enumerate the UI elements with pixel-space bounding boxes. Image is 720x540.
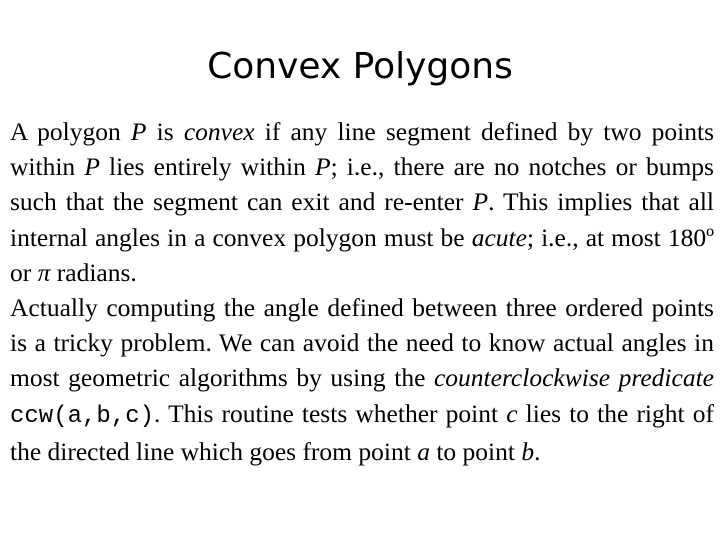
text-run: . [534,436,541,466]
text-run: ; i.e., there are no notches or bumps such that the segment can exit and re-enter [10,152,714,217]
text-run: . This implies that all internal angles in a convex polygon must be [10,187,714,252]
math-P: P [84,152,100,182]
math-pi: π [37,257,51,287]
text-run: ; i.e., at most 180º or [10,222,714,287]
code-ccw: ccw(a,b,c) [10,402,155,430]
text-run: lies to the right of the directed line which goes from point [10,398,714,466]
math-P: P [472,187,489,217]
text-run: . This routine tests whether point [154,398,507,428]
math-c: c [506,398,518,428]
term-acute: acute [471,222,527,252]
paragraph-convex-definition [10,114,714,290]
slide-title: Convex Polygons [207,46,513,87]
term-convex: convex [183,117,255,146]
text-run: Actually computing the angle defined between three ordered points is a tricky problem. We can avoid the need to know actual angles in most geometric algorithms by using the [10,293,714,393]
text-run: lies entirely within [99,152,315,182]
text-run: to point [429,436,522,466]
text-run: if any line segment defined by two points within [10,117,715,182]
math-b: b [521,436,535,466]
text-run: radians. [50,257,137,287]
text-run: A polygon [10,117,131,146]
math-a: a [417,436,430,466]
slide-body [10,114,714,469]
paragraph-ccw-predicate [10,290,714,469]
math-P: P [314,152,331,182]
text-run: is [146,117,184,146]
math-P: P [130,117,147,146]
term-counterclockwise-predicate: counterclockwise predicate [433,363,714,393]
